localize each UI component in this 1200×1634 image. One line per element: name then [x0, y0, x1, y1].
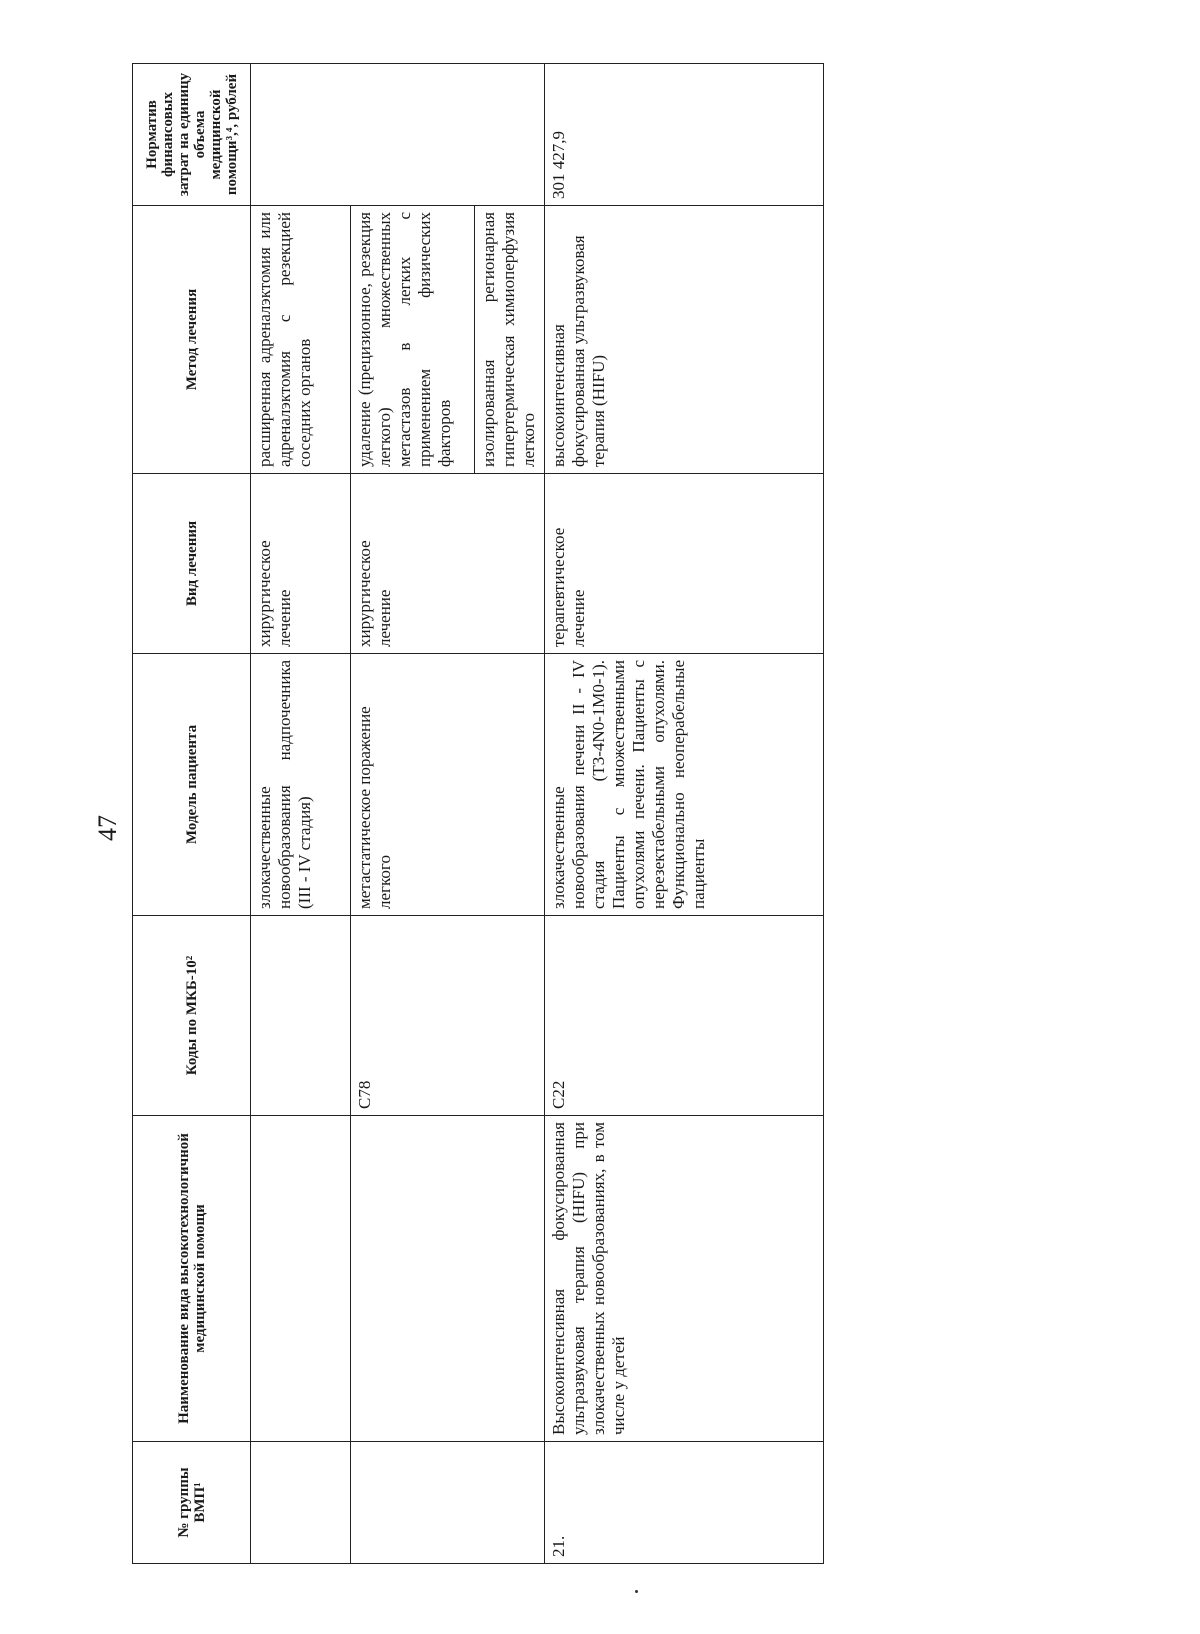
row-b-treatment-method-1: удаление (прецизионное, резекция легкого) множественных метастазов в легких с применением физических факторов	[351, 206, 475, 474]
header-treatment-type: Вид лечения	[133, 474, 251, 654]
row-a-vmp-name	[251, 1116, 351, 1442]
row-c-treatment-method: высокоинтенсивная фокусированная ультразвуковая терапия (HIFU)	[545, 206, 824, 474]
row-b-treatment-method-2: изолированная регионарная гипертермическая химиоперфузия легкого	[475, 206, 545, 474]
row-c-patient-model: злокачественные новообразования печени II - IV стадия (T3-4N0-1M0-1). Пациенты с множественными опухолями печени. Пациенты с нерезектабельными опухолями. Функционально неоперабельные пациенты	[545, 654, 824, 916]
row-c-cost: 301 427,9	[545, 64, 824, 206]
header-patient-model: Модель пациента	[133, 654, 251, 916]
row-b-group-number	[351, 1442, 545, 1564]
header-icd-codes: Коды по МКБ-10²	[133, 916, 251, 1116]
row-b-patient-model: метастатическое поражение легкого	[351, 654, 545, 916]
row-b-vmp-name	[351, 1116, 545, 1442]
row-a-group-number	[251, 1442, 351, 1564]
vmp-table	[132, 63, 824, 1564]
row-c-vmp-name: Высокоинтенсивная фокусированная ультразвуковая терапия (HIFU) при злокачественных новообразованиях, в том числе у детей	[545, 1116, 824, 1442]
row-c-treatment-type: терапевтическое лечение	[545, 474, 824, 654]
row-c-group-number: 21.	[545, 1442, 824, 1564]
row-b-treatment-type: хирургическое лечение	[351, 474, 545, 654]
header-treatment-method: Метод лечения	[133, 206, 251, 474]
row-a-icd-code	[251, 916, 351, 1116]
scan-speck	[635, 1590, 638, 1593]
header-cost-norm: Норматив финансовых затрат на единицу объема медицинской помощи³,⁴, рублей	[133, 64, 251, 206]
row-ab-cost	[251, 64, 545, 206]
row-c-icd-code: С22	[545, 916, 824, 1116]
row-b-icd-code: С78	[351, 916, 545, 1116]
document-table-container	[132, 64, 824, 1564]
page-number: 47	[93, 815, 122, 841]
row-a-treatment-method: расширенная адреналэктомия или адреналэктомия с резекцией соседних органов	[251, 206, 351, 474]
header-group-number: № группы ВМП¹	[133, 1442, 251, 1564]
header-vmp-name: Наименование вида высокотехнологичной медицинской помощи	[133, 1116, 251, 1442]
row-a-treatment-type: хирургическое лечение	[251, 474, 351, 654]
row-a-patient-model: злокачественные новообразования надпочечника (III - IV стадия)	[251, 654, 351, 916]
